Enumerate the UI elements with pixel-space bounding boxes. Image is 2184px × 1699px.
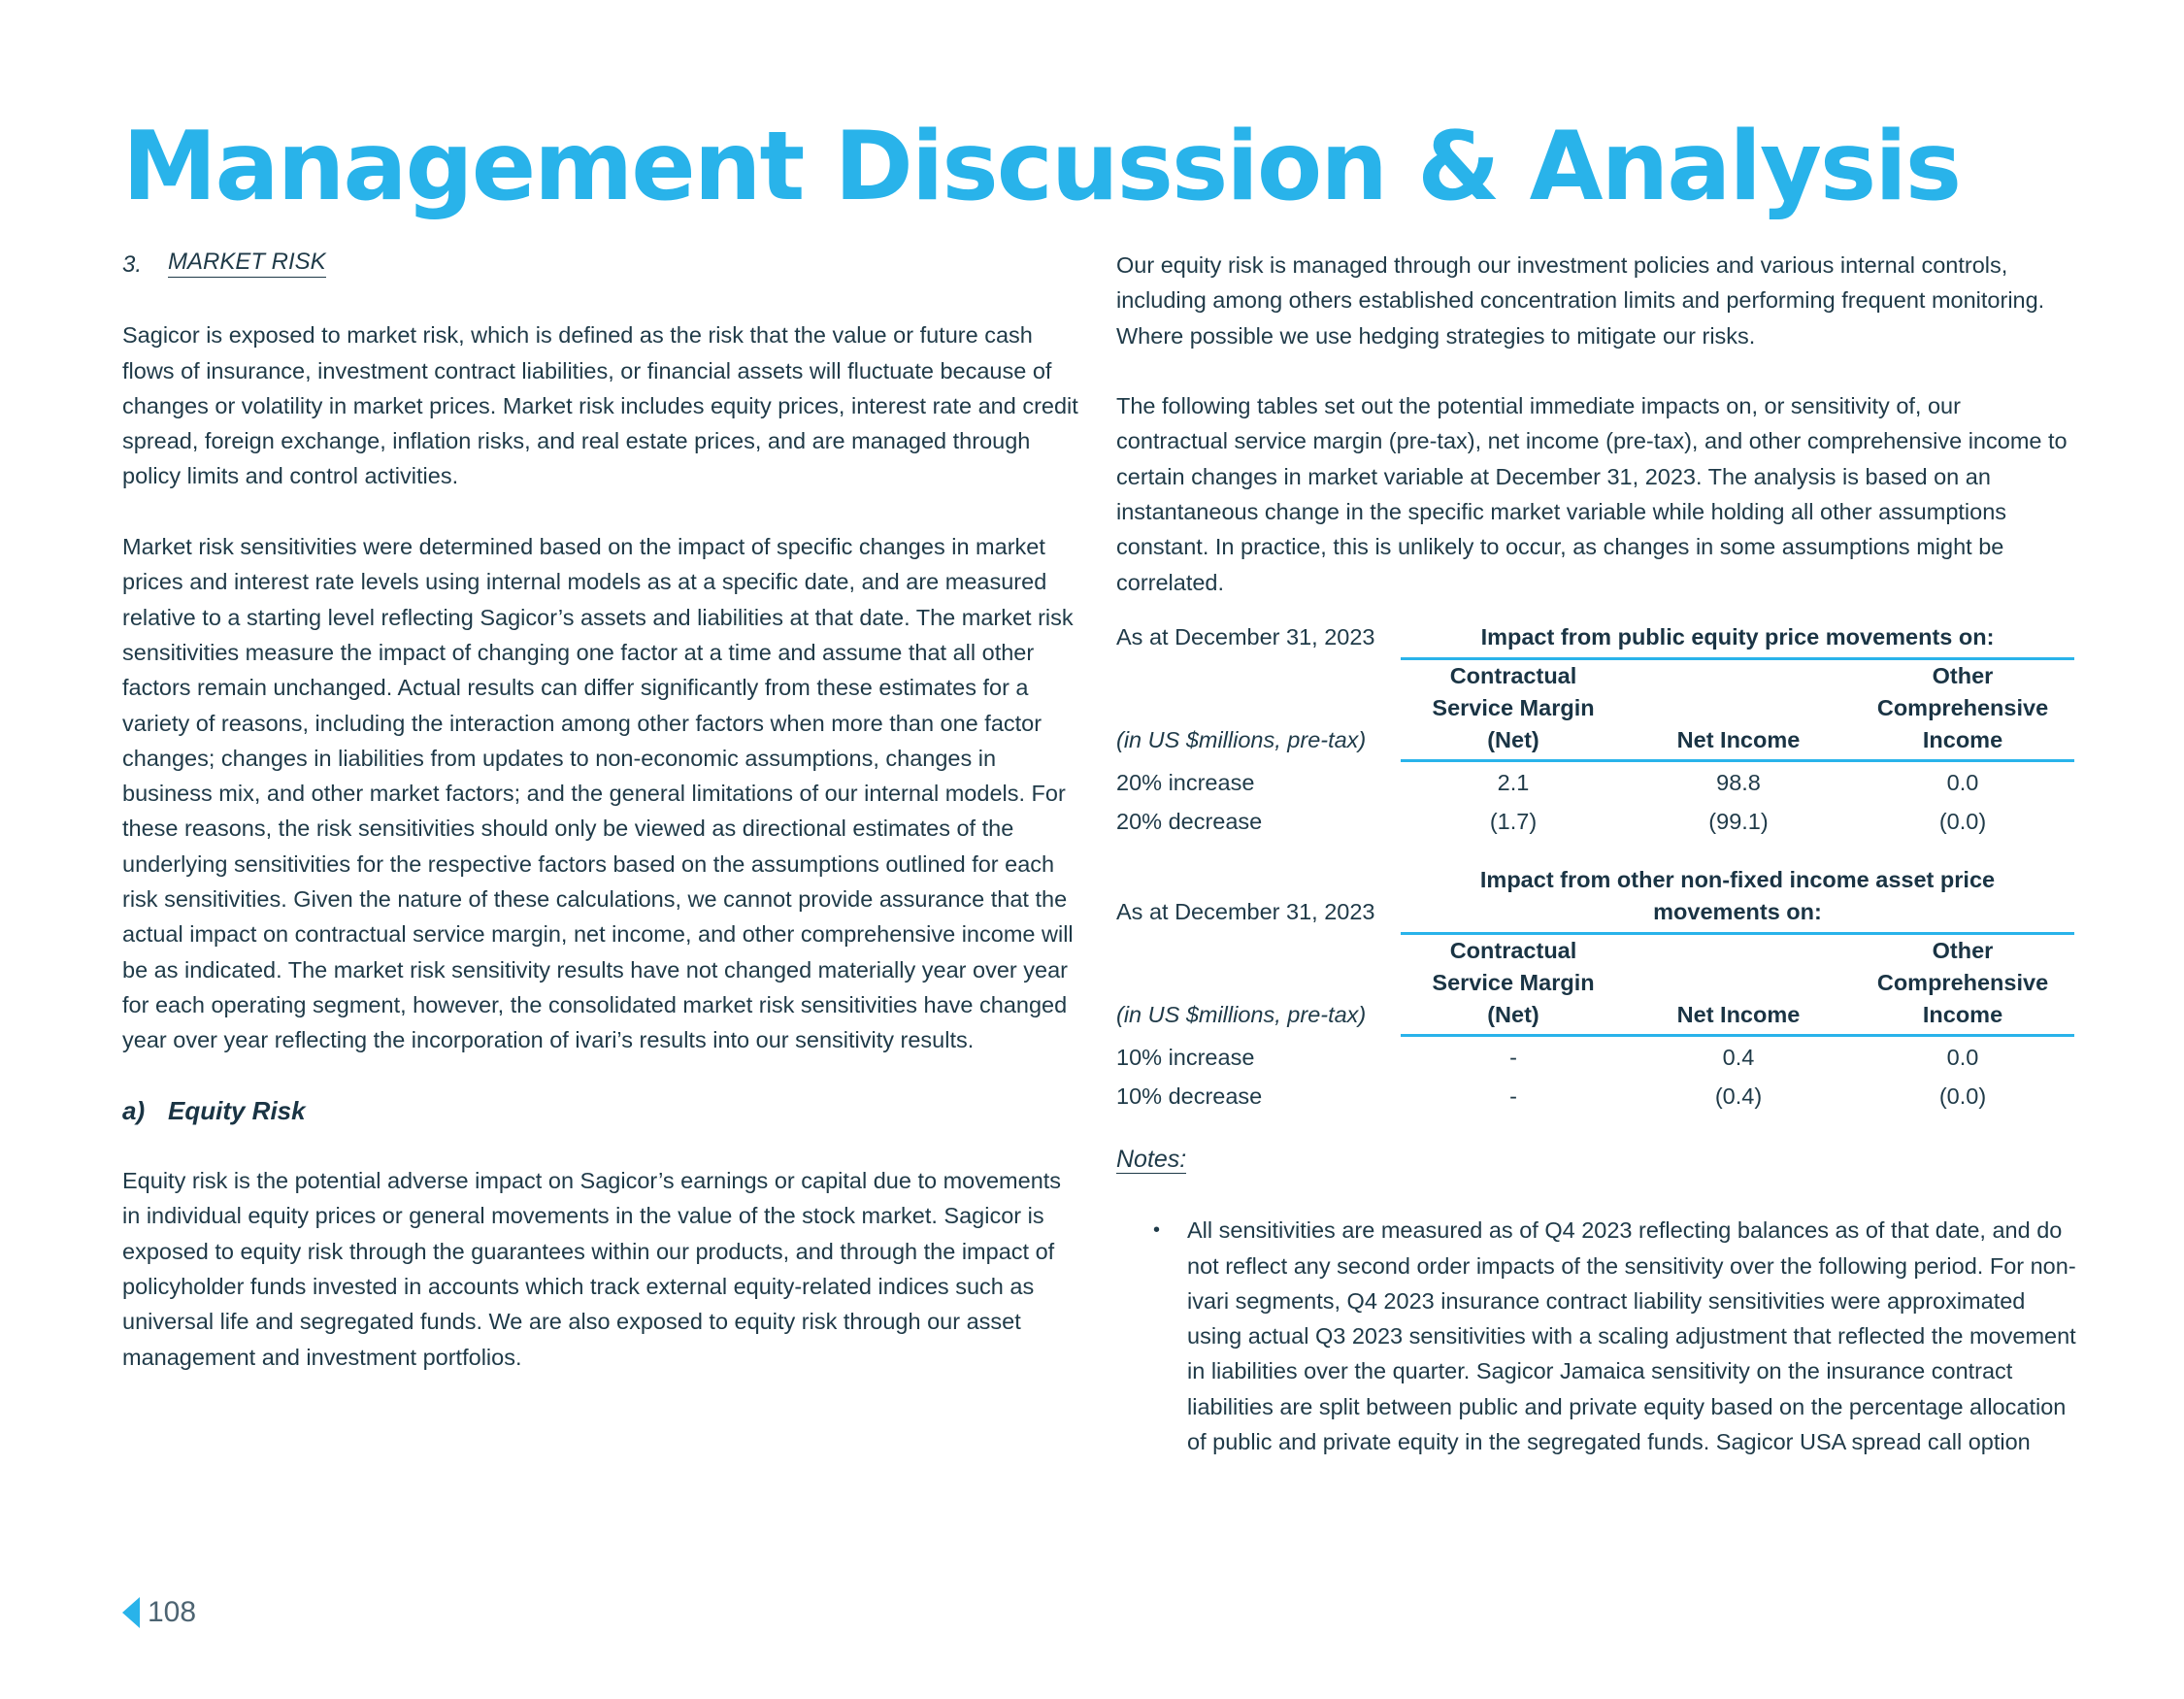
table-cell: (0.4) <box>1714 1083 1763 1109</box>
table-cell: (0.0) <box>1938 1083 1987 1109</box>
equity-risk-management-paragraph: Our equity risk is managed through our investment policies and various internal controls, including among others established concentration limits and performing frequent monitoring. Where possible we use hedging strategies to mitigate our risks. <box>1116 252 2045 349</box>
subsection-letter: a) <box>122 1095 146 1125</box>
table-cell: (99.1) <box>1708 808 1769 834</box>
table-units-label: (in US $millions, pre-tax) <box>1116 1001 1367 1027</box>
table-row-label: 20% decrease <box>1116 808 1263 834</box>
table-cell: 98.8 <box>1716 769 1761 795</box>
table-cell: (0.0) <box>1938 808 1987 834</box>
table-cell: 0.0 <box>1946 1044 1979 1070</box>
page-title: Management Discussion & Analysis <box>122 112 1961 222</box>
table-row-label: 20% increase <box>1116 769 1255 795</box>
table-row-label: 10% decrease <box>1116 1083 1263 1109</box>
note-text: All sensitivities are measured as of Q4 2023 reflecting balances as of that date, and do not reflect any second order impacts of the sensitivity over the following period. For non-ivari segments, Q4 2023 insurance contract liability sensitivities were approximated using actual Q3 2023 sensitivities with a scaling adjustment that reflected the movement in liabilities over the quarter. Sagicor Jamaica sensitivity on the insurance contract liabilities are split between public and private equity based on the percentage allocation of public and private equity in the segregated funds. Sagicor USA spread call option <box>1187 1217 2076 1455</box>
subsection-title: Equity Risk <box>168 1095 306 1125</box>
equity-risk-paragraph: Equity risk is the potential adverse impact on Sagicor’s earnings or capital due to movements in individual equity prices or general movements in the value of the stock market. Sagicor is exposed to equity risk through the guarantees within our products, and through the impact of policyholder funds invested in accounts which track external equity-related indices such as universal life and segregated funds. We are also exposed to equity risk through our asset management and investment portfolios. <box>122 1168 1062 1370</box>
table-column-header-rule <box>1401 759 2074 762</box>
notes-heading: Notes: <box>1116 1145 1187 1173</box>
page-number-text: 108 <box>148 1596 197 1628</box>
market-risk-definition-paragraph: Sagicor is exposed to market risk, which is defined as the risk that the value or future cash flows of insurance, investment contract liabilities, or financial assets will fluctuate because of changes or volatility in market prices. Market risk includes equity prices, interest rate and credit spread, foreign exchange, inflation risks, and real estate prices, and are managed through policy limits and control activities. <box>122 322 1078 489</box>
equity-risk-heading <box>122 1093 1083 1128</box>
table-column-header-rule <box>1401 1034 2074 1037</box>
column-header-net-income: Net Income <box>1676 1001 1801 1027</box>
table-cell: 0.4 <box>1722 1044 1755 1070</box>
market-risk-sensitivities-paragraph: Market risk sensitivities were determined based on the impact of specific changes in market prices and interest rate levels using internal models as at a specific date, and are measured relative to a starting level reflecting Sagicor’s assets and liabilities at that date. The market risk sensitivities measure the impact of changing one factor at a time and assume that all other factors remain unchanged. Actual results can differ significantly from these estimates for a variety of reasons, including the interaction among other factors when more than one factor changes; changes in liabilities from updates to non-economic assumptions, changes in business mix, and other market factors; and the general limitations of our internal models. For these reasons, the risk sensitivities should only be viewed as directional estimates of the underlying sensitivities for the respective factors based on the assumptions outlined for each risk sensitivities. Given the nature of these calculations, we cannot provide assurance that the actual impact on contractual service margin, net income, and other comprehensive income will be as indicated. The market risk sensitivity results have not changed materially year over year for each operating segment, however, the consolidated market risk sensitivities have changed year over year reflecting the incorporation of ivari’s results into our sensitivity results. <box>122 534 1074 1053</box>
table-cell: - <box>1509 1083 1517 1109</box>
bullet-icon: • <box>1153 1219 1161 1242</box>
table-units-label: (in US $millions, pre-tax) <box>1116 726 1367 752</box>
table-cell: - <box>1509 1044 1517 1070</box>
column-header-oci: Other Comprehensive Income <box>1876 937 2049 1027</box>
section-number: 3. <box>122 251 143 278</box>
previous-page-triangle-icon <box>122 1597 140 1628</box>
table-as-at-label: As at December 31, 2023 <box>1116 623 1375 650</box>
note-item <box>1116 1213 2077 1459</box>
left-column <box>122 248 1083 1375</box>
table-group-header: Impact from public equity price movements on: <box>1480 623 1995 650</box>
column-header-net-income: Net Income <box>1676 726 1801 752</box>
column-header-csm: Contractual Service Margin (Net) <box>1432 662 1595 752</box>
table-cell: 2.1 <box>1497 769 1530 795</box>
table-cell: (1.7) <box>1489 808 1538 834</box>
table-group-header: Impact from other non-fixed income asset price movements on: <box>1479 866 1996 924</box>
section-title: MARKET RISK <box>168 248 326 278</box>
table-row-label: 10% increase <box>1116 1044 1255 1070</box>
sensitivity-tables-intro-paragraph: The following tables set out the potential immediate impacts on, or sensitivity of, our contractual service margin (pre-tax), net income (pre-tax), and other comprehensive income to certain changes in market variable at December 31, 2023. The analysis is based on an instantaneous change in the specific market variable while holding all other assumptions constant. In practice, this is unlikely to occur, as changes in some assumptions might be correlated. <box>1116 393 2068 595</box>
table-as-at-label: As at December 31, 2023 <box>1116 898 1375 924</box>
column-header-oci: Other Comprehensive Income <box>1876 662 2049 752</box>
section-heading <box>122 248 1083 283</box>
table-cell: 0.0 <box>1946 769 1979 795</box>
public-equity-sensitivity-table <box>1116 621 2077 834</box>
right-column <box>1116 248 2077 1459</box>
non-fixed-income-sensitivity-table <box>1116 864 2077 1109</box>
column-header-csm: Contractual Service Margin (Net) <box>1432 937 1595 1027</box>
